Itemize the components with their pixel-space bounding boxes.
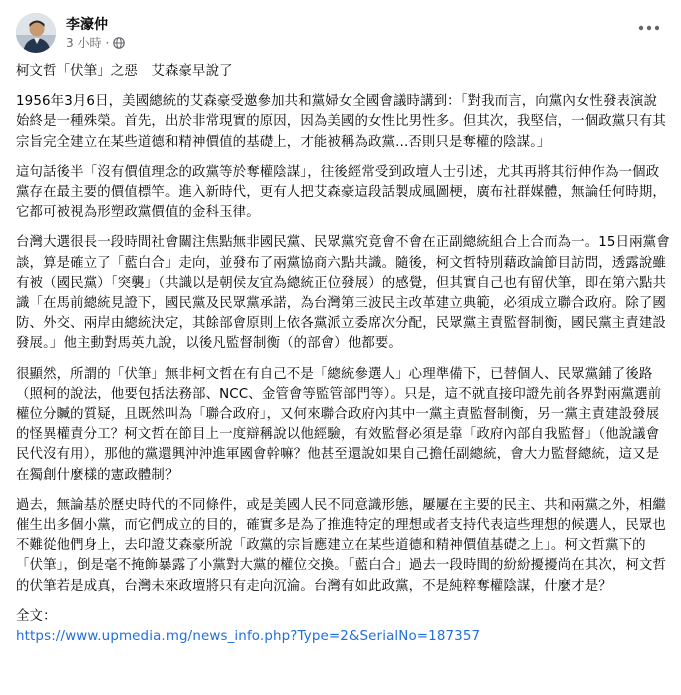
post-title: 柯文哲「伏筆」之惡 艾森豪早說了 bbox=[16, 64, 233, 79]
post-paragraph-1: 1956年3月6日，美國總統的艾森豪受邀參加共和黨婦女全國會議時講到：「對我而言，向黨內女性發表演說始終是一種殊榮。首先，出於非常現實的原因，因為美國的女性比男性多。但其次，我堅信，一個政黨只有其宗旨完全建立在某些道德和精神價值的基礎上，才能被稱為政黨...否則只是奪權的陰謀。」 bbox=[16, 94, 666, 150]
post-paragraph-4: 很顯然，所謂的「伏筆」無非柯文哲在有自己不是「總統參選人」心理準備下，已替個人、民眾黨鋪了後路（照柯的說法，他要包括法務部、NCC、金管會等監管部門等）。只是，這不就直接印證先前各界對兩黨選前權位分贓的質疑，且既然叫為「聯合政府」，又何來聯合政府內其中一黨主責監督制衡，另一黨主責建設發展的怪異權責分工？柯文哲在節目上一度辯稱說以他經驗，有效監督必須是靠「政府內部自我監督」（他說議會民代沒有用），那他的黨還興沖沖進軍國會幹嘛？他甚至還說如果自己擔任副總統，會大力監督總統，這又是在獨創什麼樣的憲政體制？ bbox=[16, 366, 662, 483]
avatar[interactable] bbox=[16, 13, 56, 53]
avatar-photo-icon bbox=[16, 13, 56, 53]
post-header bbox=[16, 12, 125, 54]
article-link[interactable]: https://www.upmedia.mg/news_info.php?Type=2&SerialNo=187357 bbox=[16, 629, 481, 645]
post-subline bbox=[66, 35, 125, 51]
separator-dot: · bbox=[105, 35, 110, 50]
globe-icon[interactable] bbox=[113, 37, 125, 49]
more-options-icon[interactable] bbox=[635, 18, 663, 38]
post-meta bbox=[66, 16, 125, 51]
full-text-label: 全文： bbox=[16, 608, 57, 624]
post-paragraph-3: 台灣大選很長一段時間社會關注焦點無非國民黨、民眾黨究竟會不會在正副總統組合上合而為一。15日兩黨會談，算是確立了「藍白合」走向，並發布了兩黨協商六點共識。隨後，柯文哲特別藉政論節目訪問，透露說雖有被（國民黨）「突襲」（共識以是朝侯友宜為總統正位發展）的感覺，但其實自己也有留伏筆，即在第六點共識「在馬前總統見證下，國民黨及民眾黨承諾，為台灣第三波民主改革建立典範，必須成立聯合政府。除了國防、外交、兩岸由總統決定，其餘部會原則上依各黨派立委席次分配，民眾黨主責監督制衡，國民黨主責建設發展。」他主動對馬英九說，以後凡監督制衡（的部會）他都要。 bbox=[16, 235, 670, 352]
post-paragraph-2: 這句話後半「沒有價值理念的政黨等於奪權陰謀」，往後經常受到政壇人士引述，尤其再將其衍伸作為一個政黨存在最主要的價值標竿。進入新時代，更有人把艾森豪這段話製成風圖梗，廣布社群媒體，無論任何時期，它都可被視為形塑政黨價值的金科玉律。 bbox=[16, 164, 666, 221]
post-timestamp[interactable]: 3 小時 bbox=[66, 35, 102, 50]
post-paragraph-5: 過去，無論基於歷史時代的不同條件，或是美國人民不同意識形態，屢屢在主要的民主、共和兩黨之外，相繼催生出多個小黨，而它們成立的目的，確實多是為了推進特定的理想或者支持代表這些理想的候選人，民眾也不難從他們身上，去印證艾森豪所說「政黨的宗旨應建立在某些道德和精神價值基礎之上」。柯文哲黨下的「伏筆」，倒是毫不掩飾暴露了小黨對大黨的權位交換。「藍白合」過去一段時間的紛紛擾擾尚在其次，柯文哲的伏筆若是成真，台灣未來政壇將只有走向沉淪。台灣有如此政黨，不是純粹奪權陰謀，什麼才是？ bbox=[16, 497, 667, 594]
author-name[interactable]: 李濠仲 bbox=[66, 16, 108, 33]
post-body bbox=[16, 62, 670, 647]
